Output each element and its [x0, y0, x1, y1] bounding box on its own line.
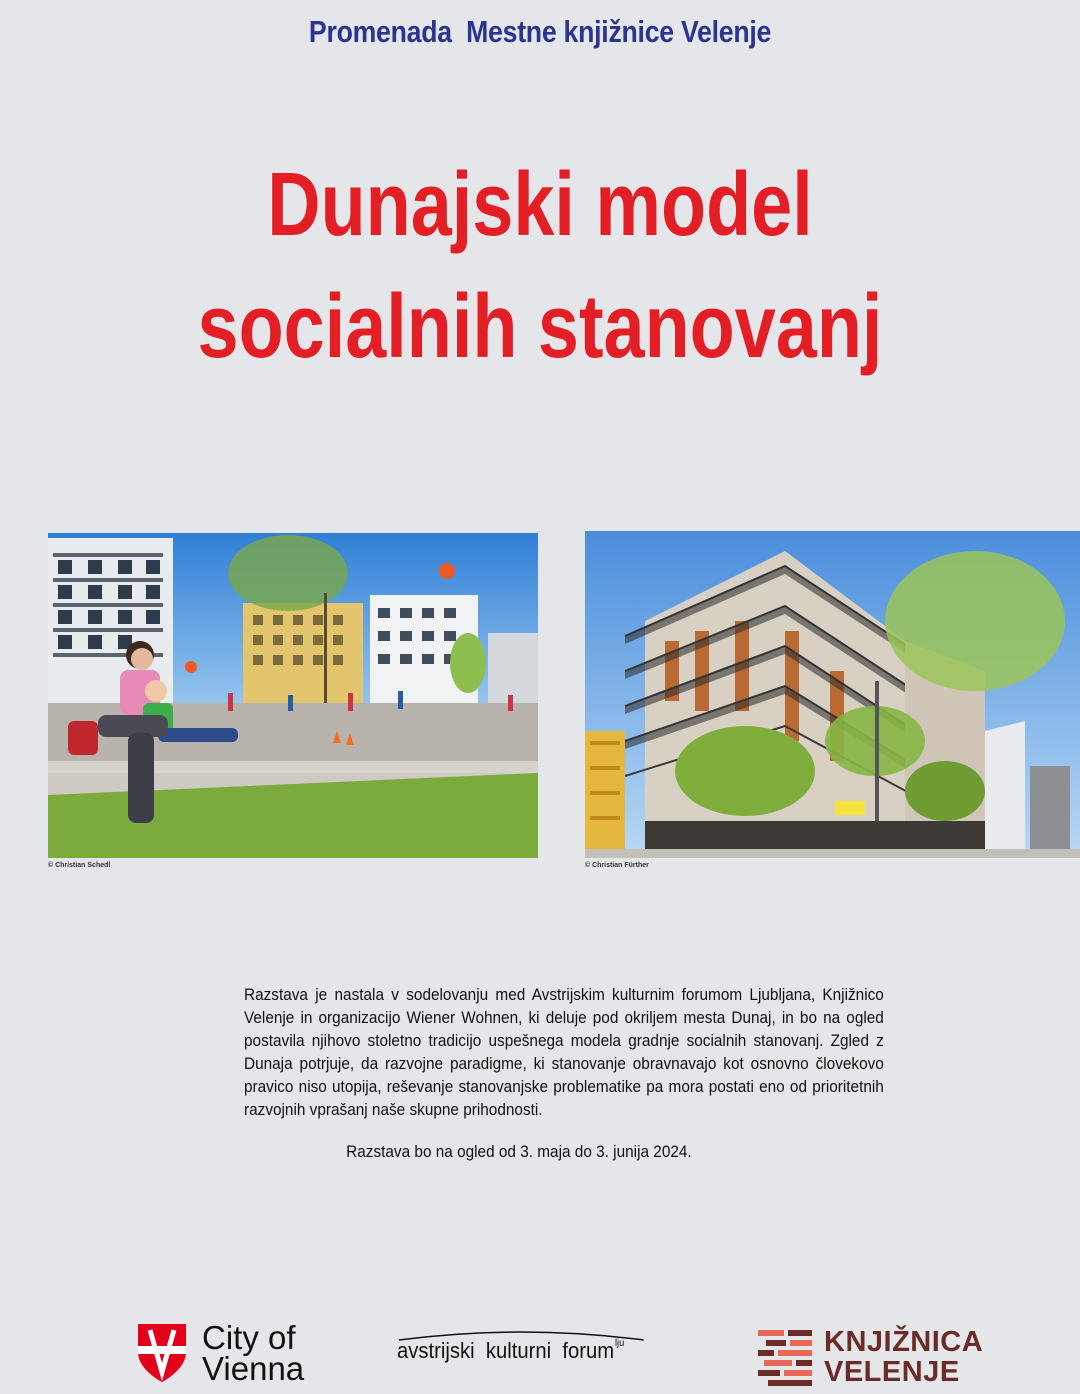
title-line-1: Dunajski model: [267, 155, 813, 255]
photo-credit-right: © Christian Fürther: [585, 862, 649, 869]
akf-wordmark: avstrijski kulturni forum: [397, 1338, 615, 1363]
knjiznica-velenje-logo: [758, 1327, 983, 1387]
vienna-wordmark: [202, 1319, 305, 1387]
kv-line-1: KNJIŽNICA: [824, 1326, 984, 1358]
exhibition-description: Razstava je nastala v sodelovanju med Avstrijskim kulturnim forumom Ljubljana, Knjižnico Velenje in organizacijo Wiener Wohnen, ki deluje pod okriljem mesta Dunaj, in bo na ogled postavila njihovo stoletno tradicijo uspešnega modela gradnje socialnih stanovanj. Zgled z Dunaja potrjuje, da razvojne paradigme, ki stanovanje obravnavajo kot osnovno človekovo pravico niso utopija, reševanje stanovanjske problematike pa mora postati eno od prioritetnih razvojnih vprašanj naše skupne prihodnosti.: [244, 986, 884, 1119]
knjiznica-velenje-wordmark: [824, 1327, 983, 1387]
vienna-line-2: Vienna: [202, 1350, 305, 1387]
photo-square-family: [48, 533, 538, 858]
akf-superscript: lju: [614, 1338, 625, 1349]
exhibition-dates: Razstava bo na ogled od 3. maja do 3. junija 2024.: [346, 1143, 692, 1161]
organizer-heading: Promenada Mestne knjižnice Velenje: [308, 14, 772, 49]
photo-apartment-building: [585, 531, 1080, 858]
vienna-shield-icon: [136, 1322, 188, 1384]
title-line-2: socialnih stanovanj: [197, 277, 883, 377]
vienna-line-1: City of: [202, 1319, 296, 1356]
photo-credit-left: © Christian Schedl: [48, 862, 111, 869]
forum-arc-icon: [397, 1328, 645, 1342]
avstrijski-kulturni-forum-logo: [397, 1338, 624, 1364]
city-of-vienna-logo: [136, 1319, 305, 1387]
kv-line-2: VELENJE: [824, 1356, 960, 1388]
library-bricks-icon: [758, 1328, 814, 1386]
